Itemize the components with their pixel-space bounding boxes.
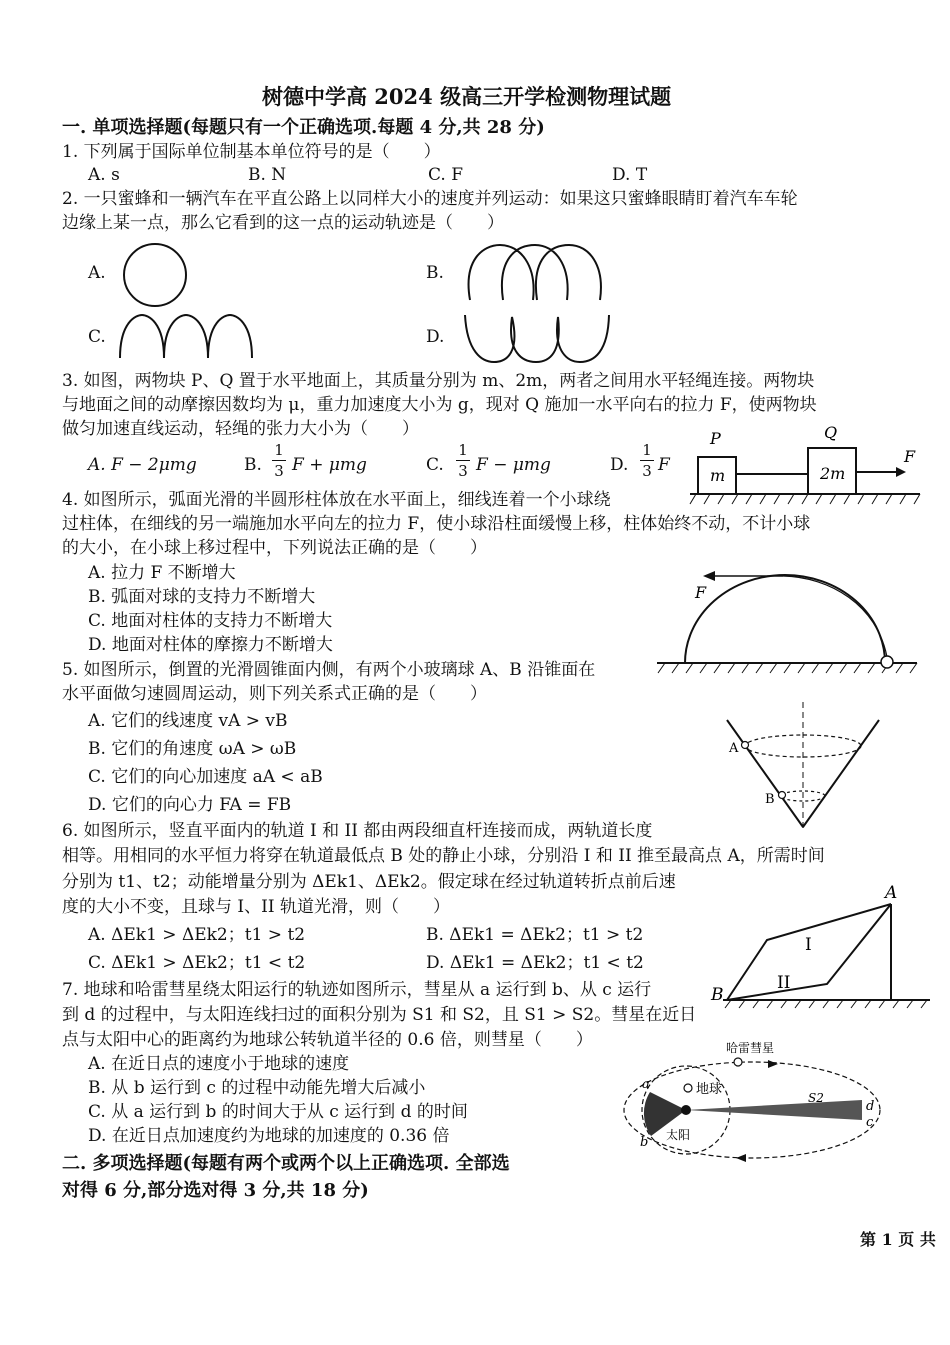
q3-stem-line1: 3. 如图，两物块 P、Q 置于水平地面上，其质量分别为 m、2m，两者之间用水平轻绳连接。两物块 [62,371,815,391]
q5-stem-line2: 水平面做匀速圆周运动，则下列关系式正确的是（ ） [62,684,487,704]
page-footer: 第 1 页 共 [860,1230,936,1249]
q3-option-d-frac-bar [640,460,654,461]
q5-option-a: A. 它们的线速度 vA > vB [88,711,288,731]
q7-figure-orbits [618,1040,898,1170]
q4-stem-line2: 过柱体，在细线的另一端施加水平向左的拉力 F，使小球沿柱面缓慢上移，柱体始终不动，不计小球 [62,514,811,534]
q3-label-f: F [904,447,916,466]
q7-stem-line3: 点与太阳中心的距离约为地球公转轨道半径的 0.6 倍，则彗星（ ） [62,1030,593,1050]
q3-stem-line2: 与地面之间的动摩擦因数均为 μ，重力加速度大小为 g，现对 Q 施加一水平向右的拉力 F，使两物块 [62,395,817,415]
q7-stem-line1: 7. 地球和哈雷彗星绕太阳运行的轨迹如图所示，彗星从 a 运行到 b、从 c 运行 [62,980,652,1000]
q4-figure-half-cylinder [655,565,920,680]
q6-stem-line1: 6. 如图所示，竖直平面内的轨道 I 和 II 都由两段细直杆连接而成，两轨道长度 [62,821,653,841]
q6-label-b: B [711,985,724,1005]
q1-stem: 1. 下列属于国际单位制基本单位符号的是（ ） [62,142,441,162]
section-2-heading-line1: 二. 多项选择题(每题有两个或两个以上正确选项. 全部选 [62,1153,510,1174]
q6-label-a: A [885,883,898,903]
q7-label-s2: S2 [808,1091,824,1105]
q4-label-f: F [695,583,707,602]
q7-label-comet: 哈雷彗星 [726,1041,775,1055]
q3-option-b-rest: F + μmg [292,455,367,475]
q3-option-d-frac-num: 1 [642,441,652,459]
q1-option-a: A. s [88,165,120,185]
q6-label-track-i: I [805,935,812,955]
q3-figure-blocks [688,424,928,509]
q4-option-c: C. 地面对柱体的支持力不断增大 [88,611,333,631]
q4-option-a: A. 拉力 F 不断增大 [88,563,236,583]
q1-option-d: D. T [612,165,648,185]
q3-option-d-label: D. [610,455,629,475]
q7-label-a: a [642,1077,650,1092]
q2-label-c: C. [88,327,106,347]
q2-stem-line2: 边缘上某一点，那么它看到的这一点的运动轨迹是（ ） [62,213,504,233]
q5-label-b: B [765,792,775,807]
q2-figure-arches [118,312,258,360]
q7-option-b: B. 从 b 运行到 c 的过程中动能先增大后减小 [88,1078,426,1098]
q6-stem-line3: 分别为 t1、t2；动能增量分别为 ΔEk1、ΔEk2。假定球在经过轨道转折点前后速 [62,872,676,892]
q7-option-c: C. 从 a 运行到 b 的时间大于从 c 运行到 d 的时间 [88,1102,468,1122]
q5-option-b: B. 它们的角速度 ωA > ωB [88,739,297,759]
q2-label-a: A. [88,263,106,283]
q3-stem-line3: 做匀加速直线运动，轻绳的张力大小为（ ） [62,419,419,439]
q7-label-d: d [866,1099,875,1114]
q3-option-b-frac-den: 3 [274,462,284,480]
q6-option-d: D. ΔEk1 = ΔEk2；t1 < t2 [426,953,644,973]
q3-option-b-label: B. [244,455,262,475]
q3-label-2m: 2m [820,464,846,483]
q3-option-d-rest: F [658,455,670,475]
q2-figure-circle [120,240,190,310]
q7-label-b: b [640,1135,649,1150]
q7-stem-line2: 到 d 的过程中，与太阳连线扫过的面积分别为 S1 和 S2，且 S1 > S2。彗星在近日 [62,1005,697,1025]
q3-option-c-frac-num: 1 [458,441,468,459]
q6-label-track-ii: II [777,973,791,993]
q2-stem-line1: 2. 一只蜜蜂和一辆汽车在平直公路上以同样大小的速度并列运动：如果这只蜜蜂眼睛盯着汽车车轮 [62,189,798,209]
q7-label-earth: 地球 [696,1082,723,1097]
q7-option-a: A. 在近日点的速度小于地球的速度 [88,1054,350,1074]
q3-label-q: Q [824,423,838,442]
q6-option-c: C. ΔEk1 > ΔEk2；t1 < t2 [88,953,306,973]
q6-stem-line4: 度的大小不变，且球与 I、II 轨道光滑，则（ ） [62,897,450,917]
q1-option-c: C. F [428,165,464,185]
q4-stem-line3: 的大小，在小球上移过程中，下列说法正确的是（ ） [62,538,487,558]
q4-option-d: D. 地面对柱体的摩擦力不断增大 [88,635,333,655]
q5-stem-line1: 5. 如图所示，倒置的光滑圆锥面内侧，有两个小玻璃球 A、B 沿锥面在 [62,660,596,680]
q3-option-b-frac-bar [272,460,286,461]
q4-stem-line1: 4. 如图所示，弧面光滑的半圆形柱体放在水平面上，细线连着一个小球绕 [62,490,611,510]
q3-option-a: A. F − 2μmg [88,455,197,475]
q3-option-c-frac-den: 3 [458,462,468,480]
page-title: 树德中学高 2024 级高三开学检测物理试题 [262,84,672,109]
q5-figure-cone [725,700,890,835]
q2-figure-cusps [462,312,612,364]
q3-label-m: m [710,466,726,485]
q1-option-b: B. N [248,165,287,185]
q5-option-d: D. 它们的向心力 FA = FB [88,795,292,815]
section-2-heading-line2: 对得 6 分,部分选对得 3 分,共 18 分) [62,1180,369,1201]
q7-option-d: D. 在近日点加速度约为地球的加速度的 0.36 倍 [88,1126,450,1146]
q7-label-c: c [866,1115,874,1130]
section-1-heading: 一. 单项选择题(每题只有一个正确选项.每题 4 分,共 28 分) [62,117,545,138]
q5-option-c: C. 它们的向心加速度 aA < aB [88,767,323,787]
q3-option-c-rest: F − μmg [476,455,551,475]
q4-option-b: B. 弧面对球的支持力不断增大 [88,587,316,607]
q3-option-d-frac-den: 3 [642,462,652,480]
q3-option-c-frac-bar [456,460,470,461]
q6-option-b: B. ΔEk1 = ΔEk2；t1 > t2 [426,925,644,945]
q2-label-b: B. [426,263,444,283]
q2-figure-loops [465,240,605,310]
q3-option-b-frac-num: 1 [274,441,284,459]
q6-figure-tracks [705,880,935,1010]
q7-label-sun: 太阳 [666,1128,691,1142]
q5-label-a: A [729,741,739,756]
q6-stem-line2: 相等。用相同的水平恒力将穿在轨道最低点 B 处的静止小球，分别沿 I 和 II 推至最高点 A，所需时间 [62,846,825,866]
q2-label-d: D. [426,327,445,347]
q3-option-c-label: C. [426,455,444,475]
q6-option-a: A. ΔEk1 > ΔEk2；t1 > t2 [88,925,306,945]
q3-label-p: P [710,429,721,448]
